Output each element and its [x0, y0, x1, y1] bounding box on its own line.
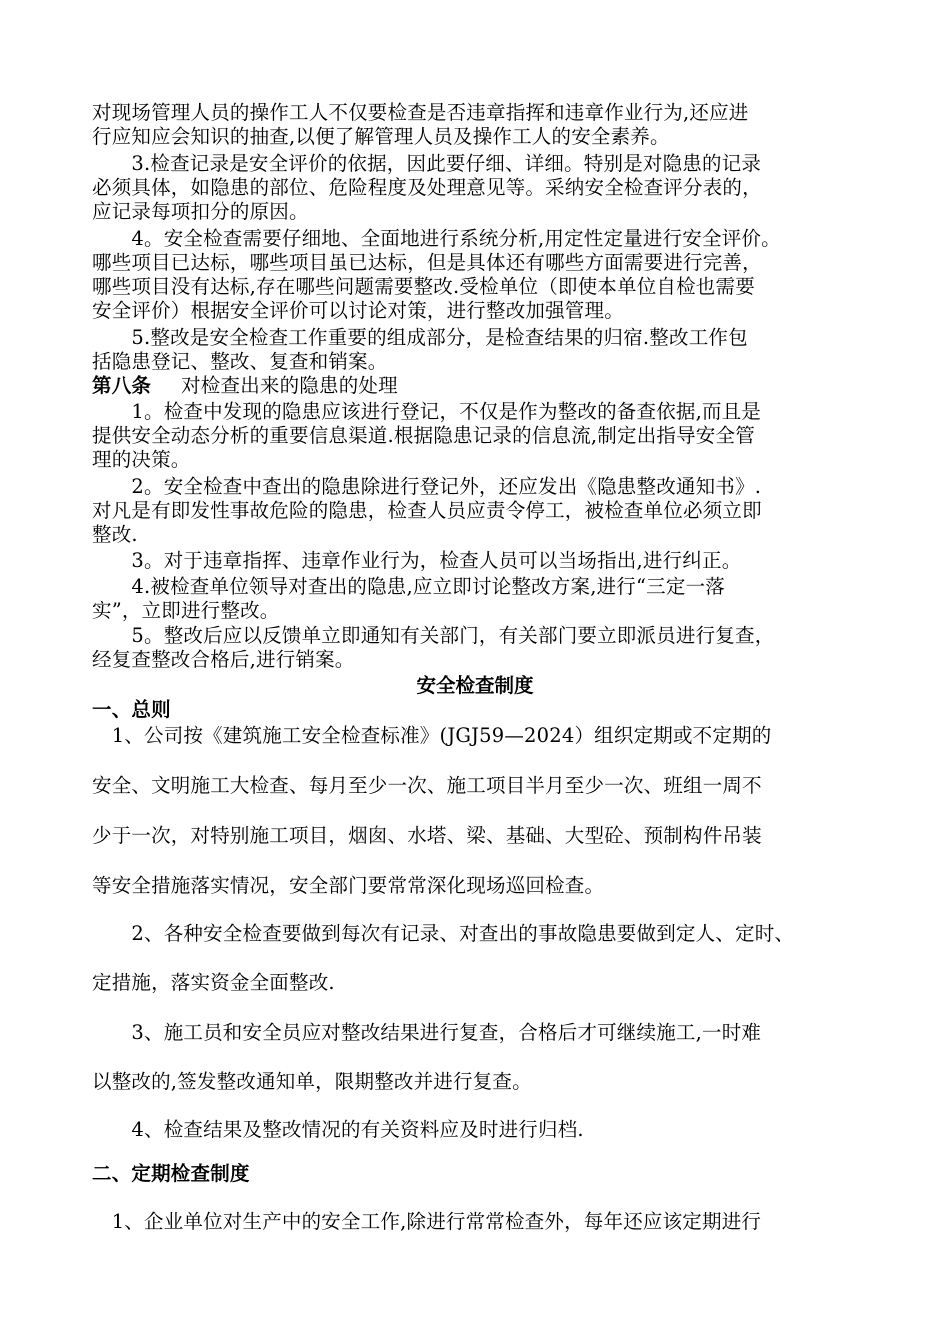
paragraph-line: 哪些项目已达标，哪些项目虽已达标，但是具体还有哪些方面需要进行完善，: [92, 251, 762, 274]
paragraph-line: 4.被检查单位领导对查出的隐患,应立即讨论整改方案,进行“三定一落: [92, 575, 725, 598]
paragraph-line: 5。整改后应以反馈单立即通知有关部门，有关部门要立即派员进行复查，: [92, 624, 775, 647]
paragraph-line: 5.整改是安全检查工作重要的组成部分，是检查结果的归宿.整改工作包: [92, 326, 748, 349]
paragraph-line: 哪些项目没有达标,存在哪些问题需要整改.受检单位（即使本单位自检也需要: [92, 275, 755, 298]
paragraph-line: 1、公司按《建筑施工安全检查标准》(JGJ59—2024）组织定期或不定期的: [92, 724, 772, 747]
paragraph-line: 安全评价）根据安全评价可以讨论对策，进行整改加强管理。: [92, 299, 624, 322]
paragraph-line: 理的决策。: [92, 448, 191, 471]
article-heading: [92, 374, 398, 398]
paragraph-line: 经复查整改合格后,进行销案。: [92, 648, 355, 671]
paragraph-line: 3、施工员和安全员应对整改结果进行复查，合格后才可继续施工,一时难: [92, 1021, 762, 1044]
paragraph-line: 2。安全检查中查出的隐患除进行登记外，还应发出《隐患整改通知书》.: [92, 475, 762, 498]
paragraph-line: 3.检查记录是安全评价的依据，因此要仔细、详细。特别是对隐患的记录: [92, 152, 762, 175]
section-heading-general: 一、总则: [92, 698, 171, 721]
paragraph-line: 安全、文明施工大检查、每月至少一次、施工项目半月至少一次、班组一周不: [92, 774, 762, 797]
paragraph-line: 必须具体，如隐患的部位、危险程度及处理意见等。采纳安全检查评分表的，: [92, 176, 762, 199]
paragraph-line: 4、检查结果及整改情况的有关资料应及时进行归档.: [92, 1118, 584, 1141]
paragraph-line: 行应知应会知识的抽查,以便了解管理人员及操作工人的安全素养。: [92, 125, 670, 148]
paragraph-line: 应记录每项扣分的原因。: [92, 200, 309, 223]
paragraph-line: 对现场管理人员的操作工人不仅要检查是否违章指挥和违章作业行为,还应进: [92, 101, 749, 124]
paragraph-line: 定措施，落实资金全面整改.: [92, 971, 335, 994]
article-label: 第八条: [92, 374, 152, 397]
paragraph-line: 提供安全动态分析的重要信息渠道.根据隐患记录的信息流,制定出指导安全管: [92, 424, 755, 447]
document-title: 安全检查制度: [416, 674, 534, 697]
article-title: 对检查出来的隐患的处理: [181, 374, 398, 397]
section-heading-periodic: 二、定期检查制度: [92, 1162, 250, 1185]
paragraph-line: 等安全措施落实情况，安全部门要常常深化现场巡回检查。: [92, 874, 605, 897]
paragraph-line: 以整改的,签发整改通知单，限期整改并进行复查。: [92, 1070, 532, 1093]
paragraph-line: 3。对于违章指挥、违章作业行为，检查人员可以当场指出,进行纠正。: [92, 549, 742, 572]
paragraph-line: 对凡是有即发性事故危险的隐患，检查人员应责令停工，被检查单位必须立即: [92, 499, 762, 522]
paragraph-line: 4。安全检查需要仔细地、全面地进行系统分析,用定性定量进行安全评价。: [92, 227, 781, 250]
paragraph-line: 括隐患登记、整改、复查和销案。: [92, 350, 388, 373]
paragraph-line: 1。检查中发现的隐患应该进行登记，不仅是作为整改的备查依据,而且是: [92, 400, 762, 423]
paragraph-line: 少于一次，对特别施工项目，烟囱、水塔、梁、基础、大型砼、预制构件吊装: [92, 824, 762, 847]
paragraph-line: 整改.: [92, 523, 138, 546]
paragraph-line: 1、企业单位对生产中的安全工作,除进行常常检查外，每年还应该定期进行: [92, 1210, 762, 1233]
paragraph-line: 2、各种安全检查要做到每次有记录、对查出的事故隐患要做到定人、定时、: [92, 922, 795, 945]
paragraph-line: 实”，立即进行整改。: [92, 599, 280, 622]
